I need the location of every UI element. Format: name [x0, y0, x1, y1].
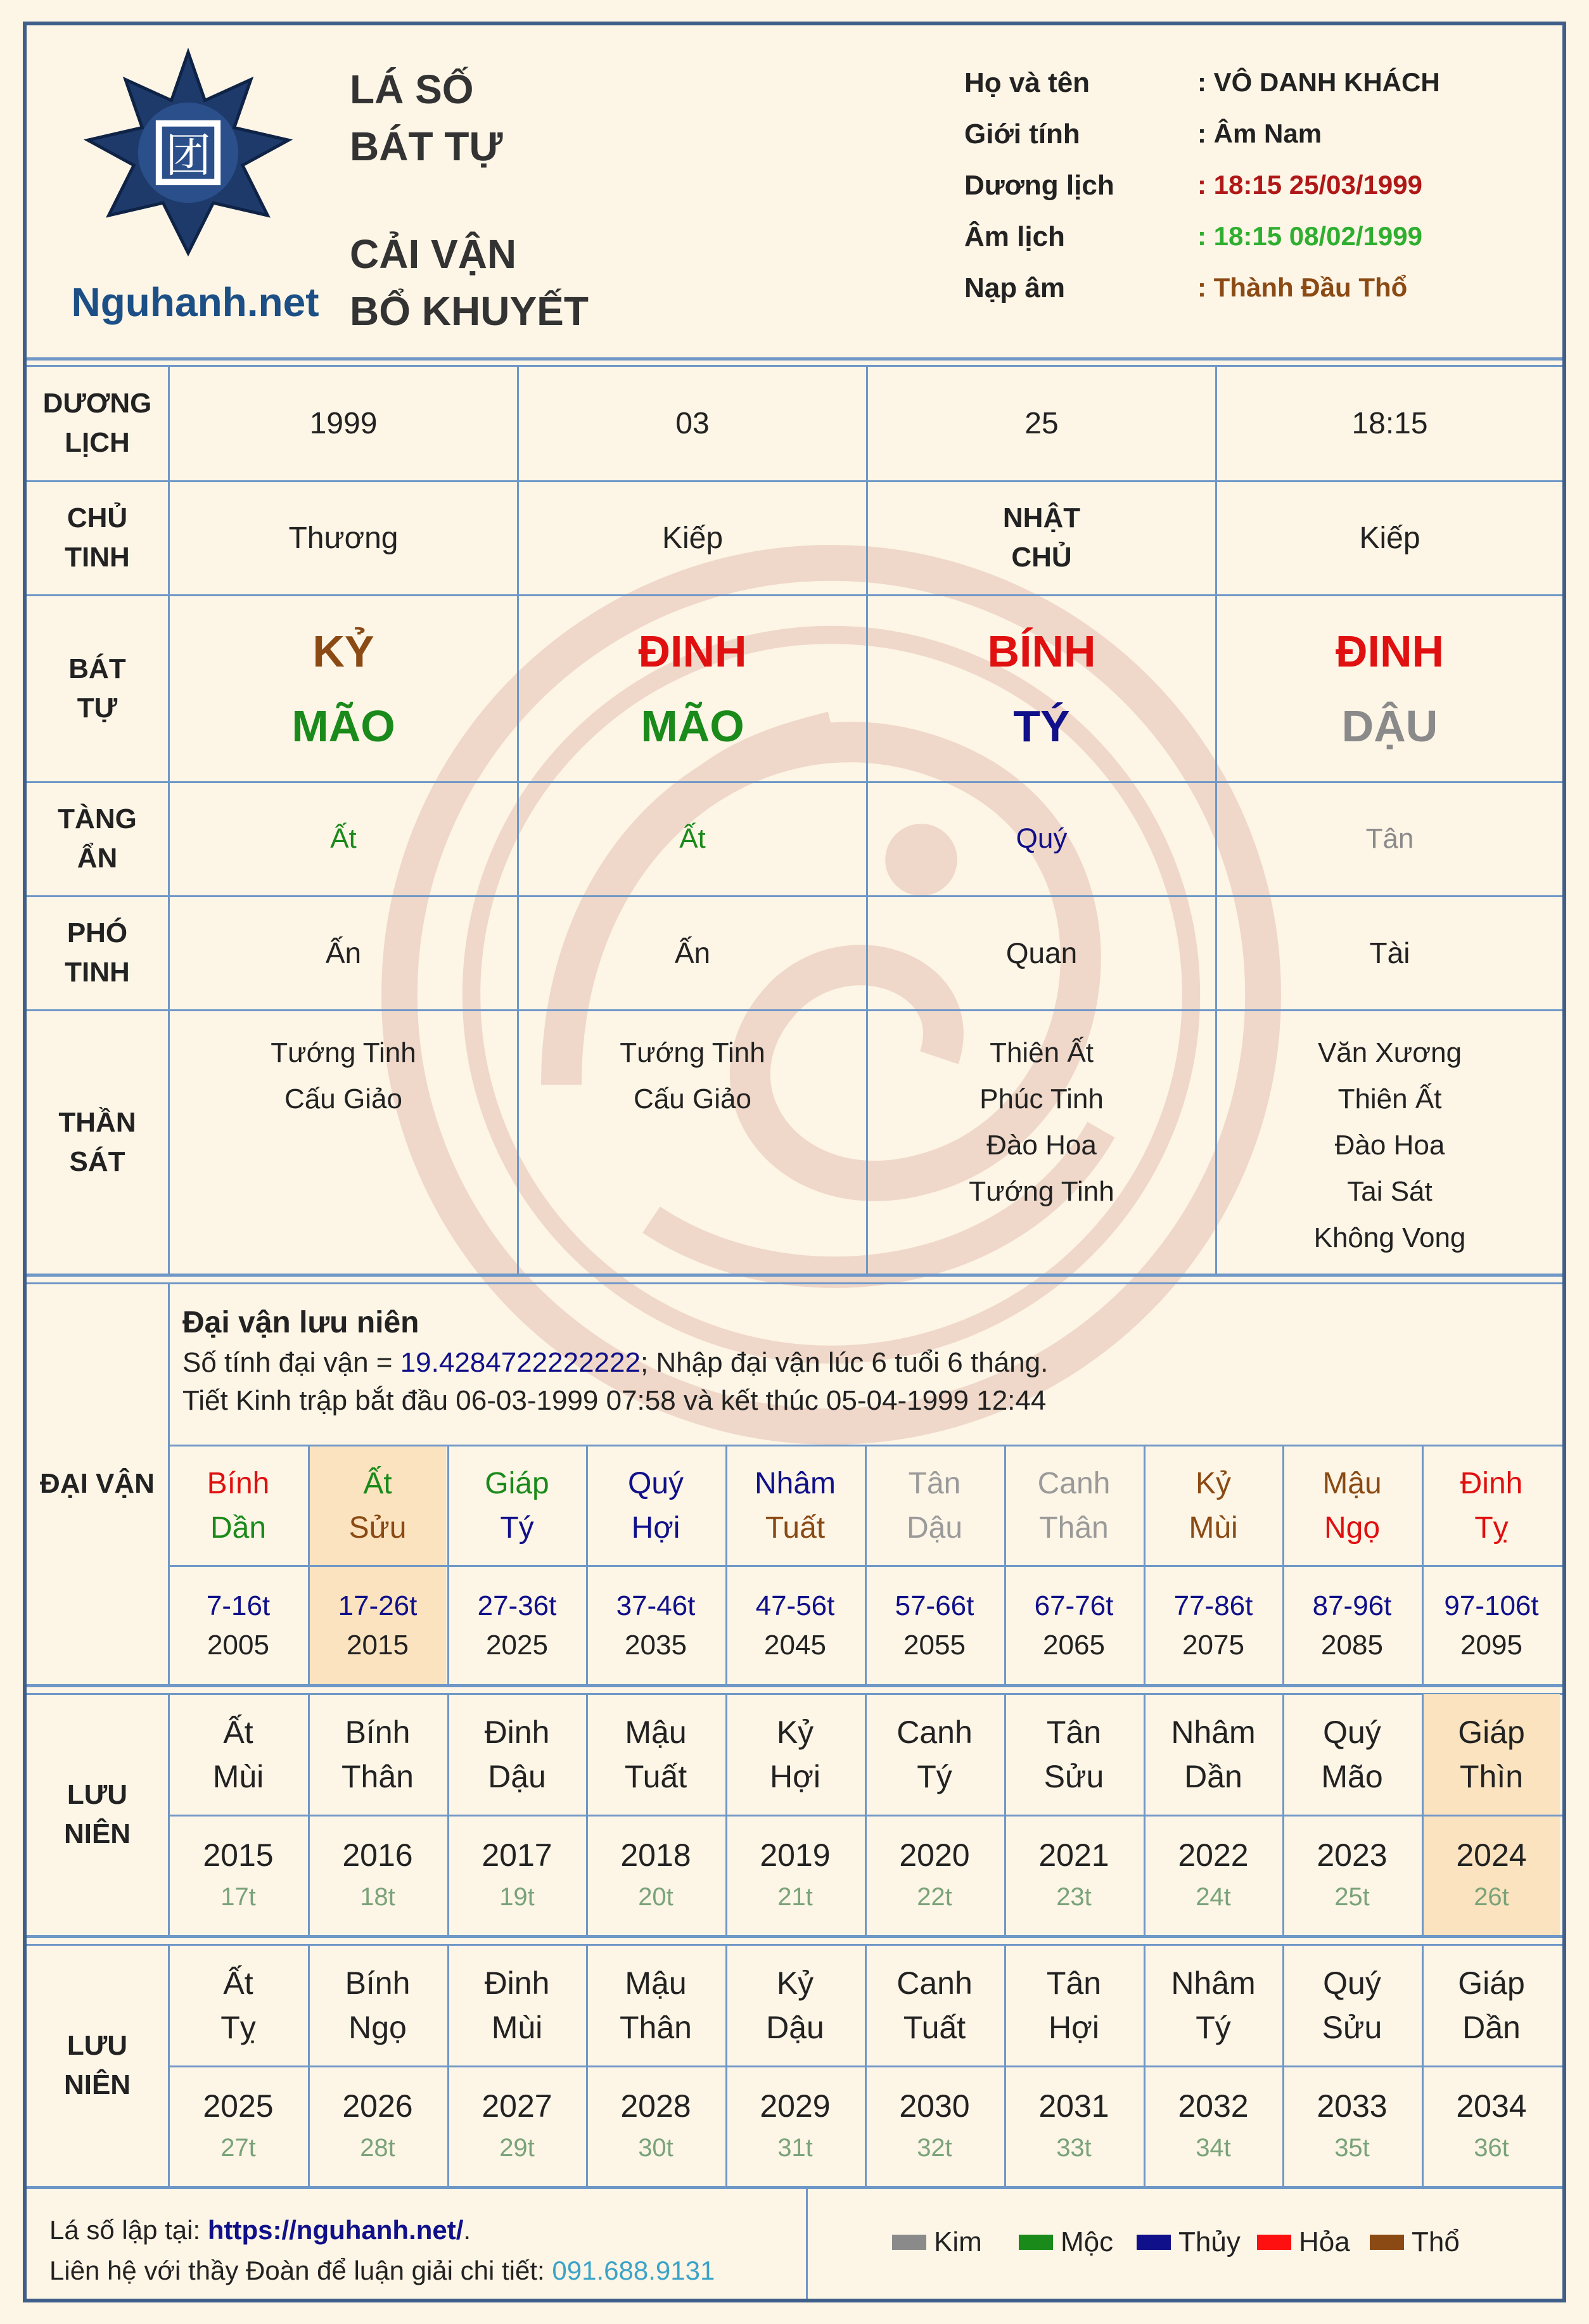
- chu-tinh-year: Thương: [288, 521, 399, 555]
- dai-van-age: 57-66t: [895, 1590, 974, 1621]
- luu-nien-pillar: [170, 1945, 307, 2065]
- than-sat-item: Đào Hoa: [986, 1130, 1097, 1161]
- luu-nien-age: 31t: [777, 2133, 813, 2162]
- luu-nien-stem: Nhâm: [1171, 1965, 1256, 2001]
- footer-site-suffix: .: [463, 2215, 471, 2245]
- pillar-branch: DẬU: [1341, 701, 1438, 751]
- luu-nien-stem: Giáp: [1458, 1965, 1525, 2001]
- luu-nien-branch: Mùi: [212, 1759, 264, 1794]
- info-solar-value: : 18:15 25/03/1999: [1197, 170, 1422, 200]
- luu-nien-year: 2019: [760, 1837, 831, 1873]
- dai-van-stem: Quý: [627, 1466, 684, 1500]
- luu-nien-stem: Ất: [223, 1714, 253, 1750]
- solar-day: 25: [1024, 406, 1059, 440]
- divider: [1422, 1945, 1424, 2186]
- than-sat-item: Đào Hoa: [1334, 1130, 1445, 1161]
- divider: [806, 2188, 808, 2302]
- dai-van-branch: Tỵ: [1474, 1510, 1509, 1545]
- divider: [1282, 1945, 1284, 2186]
- luu-nien-age: 20t: [638, 1882, 673, 1911]
- luu-nien-year: 2015: [203, 1837, 274, 1873]
- legend-swatch: [1370, 2235, 1404, 2250]
- dai-van-year: 2095: [1460, 1629, 1522, 1661]
- row-label-line: SÁT: [69, 1146, 125, 1177]
- dai-van-year: 2055: [903, 1629, 966, 1661]
- dai-van-age: 67-76t: [1034, 1590, 1114, 1621]
- site-name[interactable]: Nguhanh.net: [71, 279, 319, 325]
- luu-nien-branch: Mão: [1321, 1759, 1383, 1794]
- luu-nien-pillar: [1145, 1945, 1282, 2065]
- footer-phone[interactable]: 091.688.9131: [552, 2256, 715, 2285]
- luu-nien-pillar: [449, 1945, 585, 2065]
- footer-site-link[interactable]: https://nguhanh.net/: [207, 2215, 464, 2245]
- luu-nien-year: 2030: [899, 2088, 970, 2124]
- dai-van-stem: Canh: [1037, 1466, 1111, 1500]
- than-sat-item: Tai Sát: [1347, 1176, 1433, 1207]
- luu-nien-year-cell: [449, 2067, 585, 2186]
- dai-van-year: 2085: [1321, 1629, 1383, 1661]
- dai-van-stem: Bính: [207, 1466, 270, 1500]
- nhat-chu-line: CHỦ: [1011, 542, 1072, 573]
- divider: [586, 1945, 588, 2186]
- dai-van-age: 27-36t: [477, 1590, 557, 1621]
- luu-nien-age: 33t: [1056, 2133, 1092, 2162]
- row-label-line: DƯƠNG: [42, 388, 152, 419]
- dai-van-age: 7-16t: [206, 1590, 271, 1621]
- luu-nien-branch: Dần: [1184, 1759, 1242, 1794]
- solar-month: 03: [675, 406, 710, 440]
- luu-nien-stem: Canh: [897, 1965, 973, 2001]
- divider: [308, 1945, 310, 2186]
- luu-nien-year: 2020: [899, 1837, 970, 1873]
- divider: [447, 1945, 449, 2186]
- info-gender-label: Giới tính: [964, 118, 1080, 150]
- luu-nien-stem: Quý: [1323, 1965, 1381, 2001]
- pillar-stem: ĐINH: [1335, 626, 1445, 676]
- dai-van-stem: Ất: [363, 1466, 392, 1500]
- tang-an-month: Ất: [679, 823, 706, 854]
- than-sat-item: Phúc Tinh: [980, 1083, 1104, 1114]
- luu-nien-age: 26t: [1474, 1882, 1509, 1911]
- row-label-line: PHÓ: [67, 917, 128, 948]
- info-solar-label: Dương lịch: [964, 170, 1114, 201]
- tang-an-day: Quý: [1016, 823, 1068, 854]
- luu-nien-stem: Nhâm: [1171, 1714, 1256, 1750]
- than-sat-item: Văn Xương: [1317, 1037, 1462, 1068]
- luu-nien-branch: Dậu: [488, 1759, 546, 1794]
- info-lunar-label: Âm lịch: [964, 221, 1065, 252]
- luu-nien-pillar: [1423, 1945, 1560, 2065]
- luu-nien-branch: Hợi: [1048, 2010, 1099, 2045]
- info-gender-value: : Âm Nam: [1197, 118, 1322, 148]
- page-subtitle-line1: CẢI VẬN: [350, 231, 517, 277]
- dai-van-heading: Đại vận lưu niên: [182, 1306, 419, 1339]
- dai-van-branch: Mùi: [1189, 1510, 1238, 1545]
- luu-nien-pillar: [866, 1945, 1003, 2065]
- luu-nien-stem: Giáp: [1458, 1714, 1525, 1750]
- row-label-line: TINH: [65, 957, 130, 988]
- luu-nien-stem: Kỷ: [776, 1965, 814, 2001]
- page-title-line2: BÁT TỰ: [350, 124, 503, 169]
- luu-nien-branch: Mùi: [491, 2010, 543, 2045]
- luu-nien-pillar: [309, 1945, 446, 2065]
- divider: [725, 1945, 727, 2186]
- row-label-line: BÁT: [68, 653, 126, 684]
- luu-nien-pillar: [587, 1945, 724, 2065]
- legend-swatch: [1257, 2235, 1291, 2250]
- luu-nien-year: 2029: [760, 2088, 831, 2124]
- than-sat-item: Thiên Ất: [1337, 1083, 1442, 1114]
- row-label-line: THẦN: [58, 1106, 136, 1138]
- pillar-stem: KỶ: [312, 626, 374, 676]
- footer-contact-line: [49, 2256, 715, 2286]
- row-label-line: LƯU: [67, 2030, 128, 2061]
- divider: [865, 1945, 867, 2186]
- luu-nien-branch: Dần: [1462, 2010, 1521, 2045]
- dai-van-year: 2025: [486, 1629, 548, 1661]
- luu-nien-branch: Thân: [341, 1759, 414, 1794]
- divider: [1144, 1945, 1145, 2186]
- legend-swatch: [1137, 2235, 1171, 2250]
- dai-van-stem: Đinh: [1460, 1466, 1523, 1500]
- row-label-line: LƯU: [67, 1779, 128, 1810]
- luu-nien-branch: Sửu: [1322, 2010, 1382, 2045]
- luu-nien-2-columns: [27, 25, 1562, 2299]
- dai-van-label: ĐẠI VẬN: [40, 1468, 155, 1499]
- luu-nien-year: 2026: [342, 2088, 413, 2124]
- luu-nien-age: 32t: [917, 2133, 952, 2162]
- row-label-line: TINH: [65, 542, 130, 573]
- luu-nien-year: 2024: [1456, 1837, 1527, 1873]
- divider: [1004, 1945, 1006, 2186]
- luu-nien-branch: Tuất: [903, 2010, 966, 2045]
- dai-van-branch: Thân: [1039, 1510, 1109, 1545]
- dai-van-age: 77-86t: [1173, 1590, 1253, 1621]
- pillar-branch: MÃO: [291, 701, 395, 751]
- luu-nien-stem: Tân: [1046, 1714, 1102, 1750]
- luu-nien-year: 2032: [1178, 2088, 1249, 2124]
- dai-van-age: 47-56t: [755, 1590, 835, 1621]
- luu-nien-age: 30t: [638, 2133, 673, 2162]
- luu-nien-year: 2033: [1317, 2088, 1388, 2124]
- dai-van-age: 87-96t: [1312, 1590, 1392, 1621]
- legend-swatch: [1019, 2235, 1053, 2250]
- chart-frame: [23, 22, 1566, 2302]
- luu-nien-age: 36t: [1474, 2133, 1509, 2162]
- dai-van-stem: Giáp: [485, 1466, 549, 1500]
- luu-nien-year-cell: [1005, 2067, 1142, 2186]
- luu-nien-stem: Bính: [345, 1714, 411, 1750]
- dai-van-year: 2075: [1182, 1629, 1244, 1661]
- luu-nien-age: 18t: [360, 1882, 395, 1911]
- dai-van-stem: Mậu: [1322, 1466, 1382, 1500]
- luu-nien-age: 21t: [777, 1882, 813, 1911]
- luu-nien-pillar: [1005, 1945, 1142, 2065]
- luu-nien-branch: Tỵ: [220, 2010, 256, 2045]
- legend-label: Hỏa: [1299, 2226, 1350, 2257]
- luu-nien-pillar: [727, 1945, 864, 2065]
- luu-nien-age: 23t: [1056, 1882, 1092, 1911]
- luu-nien-branch: Ngọ: [348, 2010, 407, 2045]
- luu-nien-pillar: [1284, 1945, 1420, 2065]
- luu-nien-year-cell: [309, 2067, 446, 2186]
- dai-van-stem: Tân: [908, 1466, 961, 1500]
- pillar-stem: BÍNH: [987, 626, 1096, 676]
- chu-tinh-month: Kiếp: [661, 521, 724, 555]
- row-label-line: TÀNG: [58, 803, 137, 834]
- legend-label: Mộc: [1061, 2226, 1114, 2257]
- luu-nien-branch: Tuất: [624, 1759, 687, 1794]
- dai-van-branch: Hợi: [631, 1510, 680, 1545]
- luu-nien-year: 2016: [342, 1837, 413, 1873]
- dai-van-branch: Sửu: [348, 1510, 407, 1545]
- luu-nien-year-cell: [727, 2067, 864, 2186]
- footer-site-line: [49, 2215, 471, 2245]
- luu-nien-age: 25t: [1334, 1882, 1370, 1911]
- row-label-line: NIÊN: [63, 2069, 131, 2100]
- legend-label: Kim: [934, 2226, 982, 2257]
- than-sat-item: Cấu Giảo: [284, 1083, 402, 1114]
- legend-swatch: [892, 2235, 926, 2250]
- luu-nien-age: 24t: [1196, 1882, 1231, 1911]
- luu-nien-stem: Quý: [1323, 1714, 1381, 1750]
- dai-van-year: 2045: [764, 1629, 826, 1661]
- dai-van-year: 2005: [207, 1629, 269, 1661]
- legend-moc: [1019, 2226, 1113, 2258]
- luu-nien-branch: Sửu: [1043, 1759, 1104, 1794]
- than-sat-item: Không Vong: [1313, 1222, 1466, 1253]
- pho-tinh-hour: Tài: [1369, 936, 1410, 969]
- tang-an-hour: Tân: [1365, 823, 1414, 854]
- luu-nien-year-cell: [1284, 2067, 1420, 2186]
- luu-nien-stem: Ất: [223, 1965, 253, 2001]
- than-sat-item: Tướng Tinh: [969, 1176, 1114, 1207]
- dai-van-year: 2035: [625, 1629, 687, 1661]
- row-label-line: ẨN: [77, 843, 118, 874]
- luu-nien-year-cell: [587, 2067, 724, 2186]
- logo-glyph: 团: [165, 129, 212, 183]
- row-label-line: NIÊN: [63, 1818, 131, 1849]
- dai-van-calc-suffix: ; Nhập đại vận lúc 6 tuổi 6 tháng.: [640, 1347, 1049, 1378]
- solar-hour: 18:15: [1351, 406, 1428, 440]
- legend-hoa: [1257, 2226, 1350, 2258]
- pho-tinh-month: Ấn: [674, 936, 711, 969]
- info-napam-value: : Thành Đầu Thổ: [1197, 272, 1408, 302]
- luu-nien-stem: Bính: [345, 1965, 411, 2001]
- dai-van-year: 2065: [1043, 1629, 1105, 1661]
- dai-van-year: 2015: [347, 1629, 409, 1661]
- dai-van-branch: Dậu: [906, 1510, 963, 1545]
- pho-tinh-day: Quan: [1005, 936, 1078, 969]
- luu-nien-stem: Kỷ: [776, 1714, 814, 1750]
- info-napam-label: Nạp âm: [964, 272, 1065, 303]
- luu-nien-age: 22t: [917, 1882, 952, 1911]
- pillar-branch: TÝ: [1013, 701, 1070, 751]
- luu-nien-branch: Tý: [917, 1759, 952, 1794]
- luu-nien-age: 19t: [499, 1882, 535, 1911]
- row-label-line: CHỦ: [67, 502, 128, 533]
- dai-van-stem: Nhâm: [754, 1466, 836, 1500]
- chu-tinh-hour: Kiếp: [1359, 521, 1420, 555]
- luu-nien-year: 2023: [1317, 1837, 1388, 1873]
- legend-label: Thổ: [1412, 2226, 1460, 2257]
- luu-nien-branch: Hợi: [769, 1759, 820, 1794]
- pillar-stem: ĐINH: [638, 626, 747, 676]
- luu-nien-year-cell: [170, 2067, 307, 2186]
- luu-nien-year: 2018: [620, 1837, 691, 1873]
- legend-tho: [1370, 2226, 1460, 2258]
- luu-nien-branch: Thân: [620, 2010, 692, 2045]
- luu-nien-stem: Mậu: [625, 1965, 687, 2001]
- info-lunar-value: : 18:15 08/02/1999: [1197, 221, 1422, 251]
- dai-van-stem: Kỷ: [1195, 1466, 1231, 1500]
- dai-van-branch: Ngọ: [1324, 1510, 1381, 1545]
- solar-year: 1999: [309, 406, 378, 440]
- info-name-label: Họ và tên: [964, 67, 1090, 98]
- luu-nien-branch: Tý: [1196, 2010, 1231, 2045]
- luu-nien-age: 34t: [1196, 2133, 1231, 2162]
- dai-van-tiet-line: Tiết Kinh trập bắt đầu 06-03-1999 07:58 và kết thúc 05-04-1999 12:44: [182, 1385, 1047, 1416]
- legend-kim: [892, 2226, 982, 2258]
- nhat-chu-line: NHẬT: [1002, 502, 1081, 533]
- legend-label: Thủy: [1178, 2226, 1241, 2257]
- luu-nien-year-cell: [1423, 2067, 1560, 2186]
- pho-tinh-year: Ấn: [325, 936, 362, 969]
- luu-nien-year-cell: [866, 2067, 1003, 2186]
- dai-van-age: 17-26t: [338, 1590, 418, 1621]
- luu-nien-stem: Đinh: [484, 1965, 550, 2001]
- dai-van-branch: Tý: [500, 1510, 534, 1545]
- dai-van-branch: Dần: [210, 1510, 267, 1545]
- than-sat-item: Cấu Giảo: [634, 1083, 751, 1114]
- luu-nien-age: 29t: [499, 2133, 535, 2162]
- luu-nien-year: 2025: [203, 2088, 274, 2124]
- page-subtitle-line2: BỔ KHUYẾT: [350, 288, 589, 334]
- footer-contact-prefix: Liên hệ với thầy Đoàn để luận giải chi tiết:: [49, 2256, 552, 2285]
- dai-van-age: 37-46t: [616, 1590, 696, 1621]
- divider: [27, 2186, 1562, 2189]
- dai-van-age: 97-106t: [1444, 1590, 1539, 1621]
- luu-nien-stem: Tân: [1046, 1965, 1102, 2001]
- luu-nien-year: 2022: [1178, 1837, 1249, 1873]
- legend-thuy: [1137, 2226, 1241, 2258]
- luu-nien-year: 2034: [1456, 2088, 1527, 2124]
- dai-van-calc-prefix: Số tính đại vận =: [182, 1347, 400, 1378]
- page-title-line1: LÁ SỐ: [350, 67, 474, 112]
- tang-an-year: Ất: [330, 823, 357, 854]
- row-label-line: LỊCH: [65, 427, 130, 458]
- than-sat-item: Thiên Ất: [990, 1037, 1094, 1068]
- luu-nien-year: 2031: [1038, 2088, 1109, 2124]
- luu-nien-year: 2021: [1038, 1837, 1109, 1873]
- luu-nien-branch: Thìn: [1459, 1759, 1524, 1794]
- luu-nien-age: 35t: [1334, 2133, 1370, 2162]
- than-sat-item: Tướng Tinh: [271, 1037, 416, 1068]
- luu-nien-stem: Mậu: [625, 1714, 687, 1750]
- than-sat-item: Tướng Tinh: [620, 1037, 765, 1068]
- luu-nien-age: 28t: [360, 2133, 395, 2162]
- row-label-line: TỰ: [77, 692, 118, 724]
- luu-nien-stem: Đinh: [484, 1714, 550, 1750]
- luu-nien-year: 2027: [482, 2088, 552, 2124]
- dai-van-branch: Tuất: [765, 1510, 826, 1545]
- pillar-branch: MÃO: [641, 701, 744, 751]
- luu-nien-age: 17t: [220, 1882, 256, 1911]
- luu-nien-year: 2028: [620, 2088, 691, 2124]
- dai-van-calc-value: 19.4284722222222: [400, 1347, 641, 1378]
- luu-nien-year-cell: [1145, 2067, 1282, 2186]
- luu-nien-year: 2017: [482, 1837, 552, 1873]
- luu-nien-branch: Dậu: [766, 2010, 824, 2045]
- luu-nien-stem: Canh: [897, 1714, 973, 1750]
- luu-nien-age: 27t: [220, 2133, 256, 2162]
- info-name-value: : VÔ DANH KHÁCH: [1197, 67, 1440, 97]
- footer-site-prefix: Lá số lập tại:: [49, 2215, 208, 2245]
